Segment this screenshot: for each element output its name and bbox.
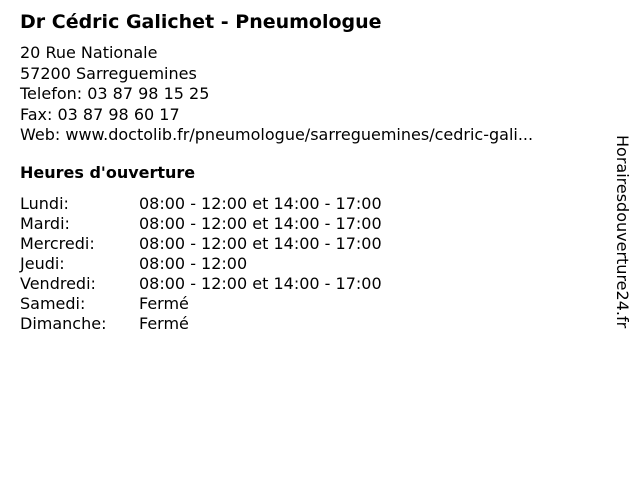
- time-value: 08:00 - 12:00: [139, 254, 248, 273]
- day-label: Samedi:: [20, 294, 86, 313]
- day-label: Lundi:: [20, 194, 69, 213]
- day-label: Mardi:: [20, 214, 70, 233]
- phone-number: Telefon: 03 87 98 15 25: [20, 84, 210, 103]
- day-label: Vendredi:: [20, 274, 96, 293]
- day-label: Mercredi:: [20, 234, 95, 253]
- time-value: Fermé: [139, 314, 189, 333]
- day-label: Dimanche:: [20, 314, 107, 333]
- site-watermark: Horairesdouverture24.fr: [613, 135, 632, 329]
- time-value: 08:00 - 12:00 et 14:00 - 17:00: [139, 274, 382, 293]
- time-value: Fermé: [139, 294, 189, 313]
- page-title: Dr Cédric Galichet - Pneumologue: [20, 11, 382, 33]
- time-value: 08:00 - 12:00 et 14:00 - 17:00: [139, 214, 382, 233]
- address-street: 20 Rue Nationale: [20, 43, 158, 62]
- day-label: Jeudi:: [20, 254, 65, 273]
- address-city: 57200 Sarreguemines: [20, 63, 197, 83]
- fax-number: Fax: 03 87 98 60 17: [20, 104, 180, 124]
- contact-info: [20, 43, 533, 146]
- time-value: 08:00 - 12:00 et 14:00 - 17:00: [139, 234, 382, 253]
- website-url: Web: www.doctolib.fr/pneumologue/sarreguemines/cedric-gali...: [20, 125, 534, 144]
- opening-hours-heading: Heures d'ouverture: [20, 163, 196, 182]
- time-value: 08:00 - 12:00 et 14:00 - 17:00: [139, 194, 382, 213]
